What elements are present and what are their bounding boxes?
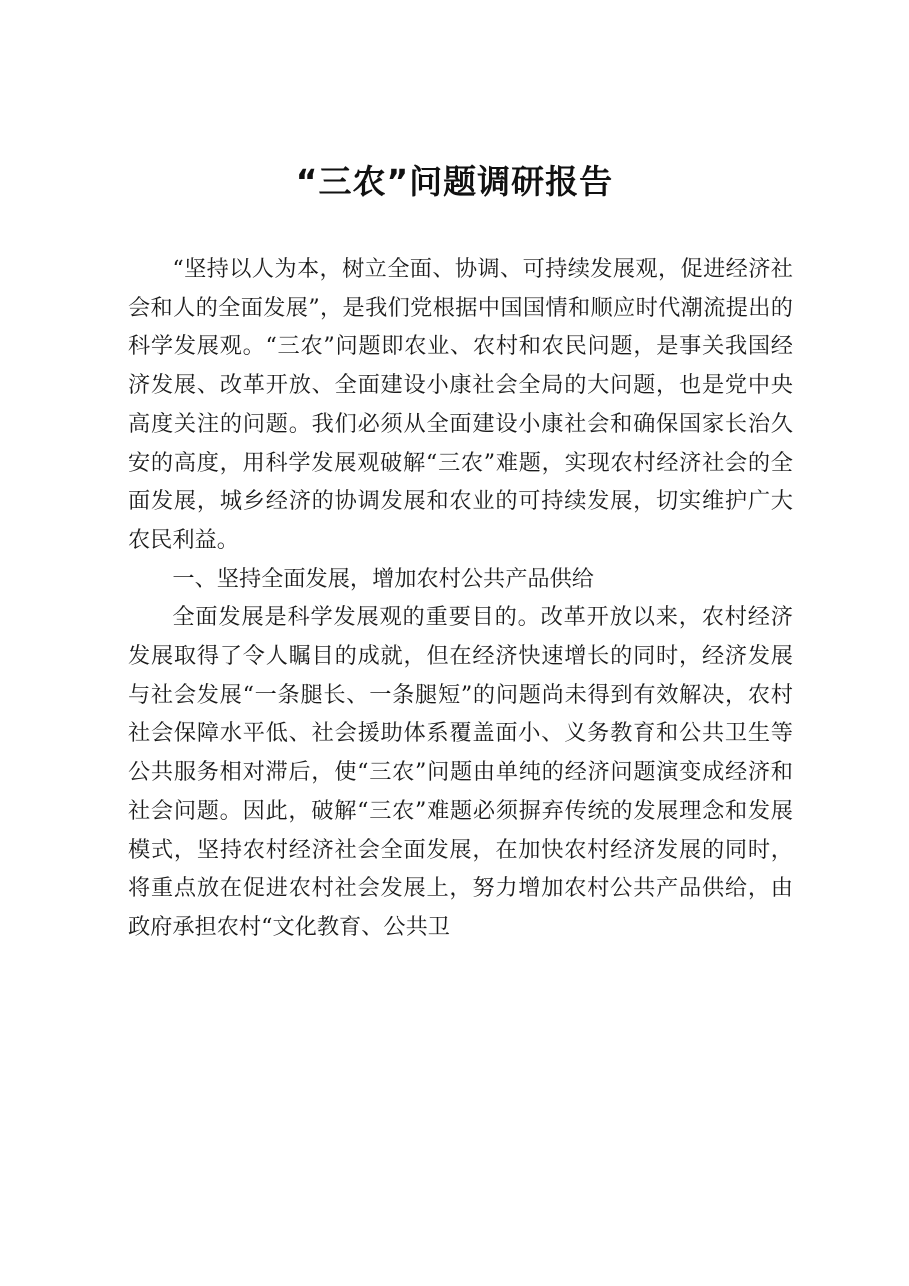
document-title: “三农”问题调研报告	[295, 162, 614, 201]
paragraph-section-1: 全面发展是科学发展观的重要目的。改革开放以来，农村经济发展取得了令人瞩目的成就，但在经济快速增长的同时，经济发展与社会发展“一条腿长、一条腿短”的问题尚未得到有效解决，农村社会保障水平低、社会援助体系覆盖面小、义务教育和公共卫生等公共服务相对滞后，使“三农”问题由单纯的经济问题演变成经济和社会问题。因此，破解“三农”难题必须摒弃传统的发展理念和发展模式，坚持农村经济社会全面发展，在加快农村经济发展的同时，将重点放在促进农村社会发展上，努力增加农村公共产品供给，由政府承担农村“文化教育、公共卫	[128, 604, 793, 940]
paragraph-intro: “坚持以人为本，树立全面、协调、可持续发展观，促进经济社会和人的全面发展”，是我们党根据中国国情和顺应时代潮流提出的科学发展观。“三农”问题即农业、农村和农民问题，是事关我国经济发展、改革开放、全面建设小康社会全局的大问题，也是党中央高度关注的问题。我们必须从全面建设小康社会和确保国家长治久安的高度，用科学发展观破解“三农”难题，实现农村经济社会的全面发展，城乡经济的协调发展和农业的可持续发展，切实维护广大农民利益。	[128, 256, 793, 553]
section-heading-1: 一、坚持全面发展，增加农村公共产品供给	[172, 565, 594, 592]
document-body	[128, 250, 793, 947]
